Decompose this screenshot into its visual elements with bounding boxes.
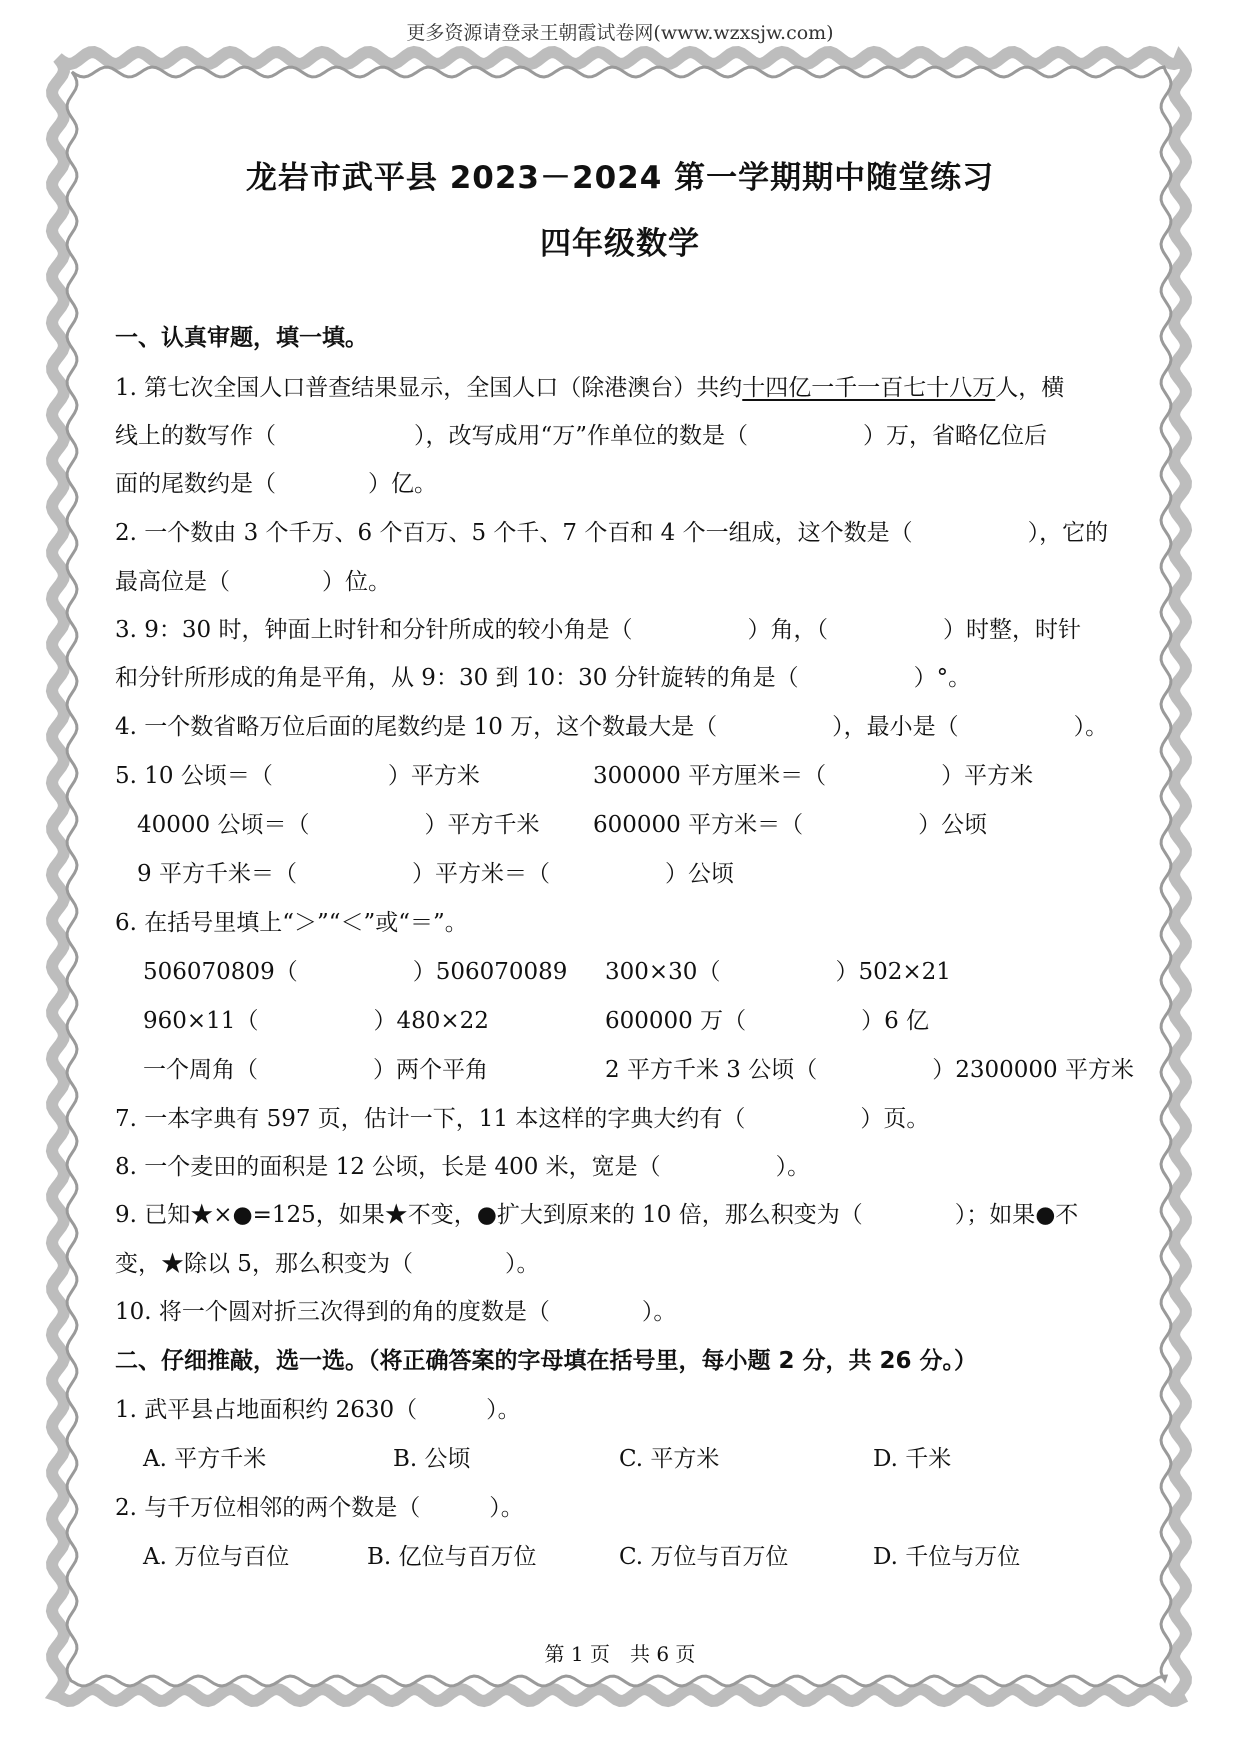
q4-line: 4. 一个数省略万位后面的尾数约是 10 万，这个数最大是（ ），最小是（ ）。 [115, 714, 1109, 740]
site-header: 更多资源请登录王朝霞试卷网(www.wzxsjw.com) [406, 22, 834, 44]
q8-line: 8. 一个麦田的面积是 12 公顷，长是 400 米，宽是（ ）。 [115, 1154, 811, 1180]
q5-b: 300000 平方厘米＝（ ）平方米 [593, 763, 1034, 789]
section1-heading: 一、认真审题，填一填。 [115, 325, 368, 351]
q6-a: 506070809（ ）506070089 [143, 959, 568, 985]
exam-title: 龙岩市武平县 2023－2024 第一学期期中随堂练习 [245, 160, 995, 196]
q2-line2: 最高位是（ ）位。 [115, 569, 391, 595]
q1-line2: 线上的数写作（ ），改写成用“万”作单位的数是（ ）万，省略亿位后 [115, 423, 1048, 449]
q3-line2: 和分针所形成的角是平角，从 9：30 到 10：30 分针旋转的角是（ ）°。 [115, 665, 972, 691]
mc-q1-option-a: A. 平方千米 [143, 1446, 267, 1472]
mc-q1-stem: 1. 武平县占地面积约 2630（ ）。 [115, 1397, 521, 1423]
q2-line1: 2. 一个数由 3 个千万、6 个百万、5 个千、7 个百和 4 个一组成，这个数是（ ），它的 [115, 520, 1109, 546]
q6-e: 一个周角（ ）两个平角 [143, 1057, 488, 1083]
mc-q2-option-a: A. 万位与百位 [143, 1544, 290, 1570]
mc-q2-option-c: C. 万位与百万位 [619, 1544, 789, 1570]
mc-q1-option-d: D. 千米 [873, 1446, 952, 1472]
q9-line1: 9. 已知★×●=125，如果★不变，●扩大到原来的 10 倍，那么积变为（ ）；如果●不 [115, 1202, 1079, 1228]
q9-line2: 变，★除以 5，那么积变为（ ）。 [115, 1251, 540, 1277]
exam-subtitle: 四年级数学 [540, 226, 700, 262]
page-footer: 第 1 页 共 6 页 [544, 1642, 696, 1666]
mc-q1-option-b: B. 公顷 [393, 1446, 471, 1472]
q1-underlined-number: 十四亿一千一百七十八万 [742, 375, 996, 401]
section2-heading: 二、仔细推敲，选一选。（将正确答案的字母填在括号里，每小题 2 分，共 26 分。） [115, 1348, 978, 1374]
q5-e: 9 平方千米＝（ ）平方米＝（ ）公顷 [137, 861, 734, 887]
q5-c: 40000 公顷＝（ ）平方千米 [137, 812, 540, 838]
q5-a: 5. 10 公顷＝（ ）平方米 [115, 763, 480, 789]
mc-q2-option-d: D. 千位与万位 [873, 1544, 1021, 1570]
q7-line: 7. 一本字典有 597 页，估计一下，11 本这样的字典大约有（ ）页。 [115, 1106, 930, 1132]
q6-d: 600000 万（ ）6 亿 [605, 1008, 930, 1034]
mc-q1-option-c: C. 平方米 [619, 1446, 720, 1472]
q1-text-a: 1. 第七次全国人口普查结果显示，全国人口（除港澳台）共约 [115, 375, 743, 401]
q6-b: 300×30（ ）502×21 [605, 959, 951, 985]
q1-text-b: 人，横 [995, 375, 1065, 401]
q3-line1: 3. 9：30 时，钟面上时针和分针所成的较小角是（ ）角，（ ）时整，时针 [115, 617, 1081, 643]
q6-intro: 6. 在括号里填上“＞”“＜”或“＝”。 [115, 910, 468, 936]
mc-q2-option-b: B. 亿位与百万位 [367, 1544, 537, 1570]
q10-line: 10. 将一个圆对折三次得到的角的度数是（ ）。 [115, 1299, 677, 1325]
mc-q2-stem: 2. 与千万位相邻的两个数是（ ）。 [115, 1495, 524, 1521]
q1-line1 [115, 373, 1064, 403]
q6-c: 960×11（ ）480×22 [143, 1008, 489, 1034]
q1-line3: 面的尾数约是（ ）亿。 [115, 471, 437, 497]
q6-f: 2 平方千米 3 公顷（ ）2300000 平方米 [605, 1057, 1134, 1083]
q5-d: 600000 平方米＝（ ）公顷 [593, 812, 988, 838]
